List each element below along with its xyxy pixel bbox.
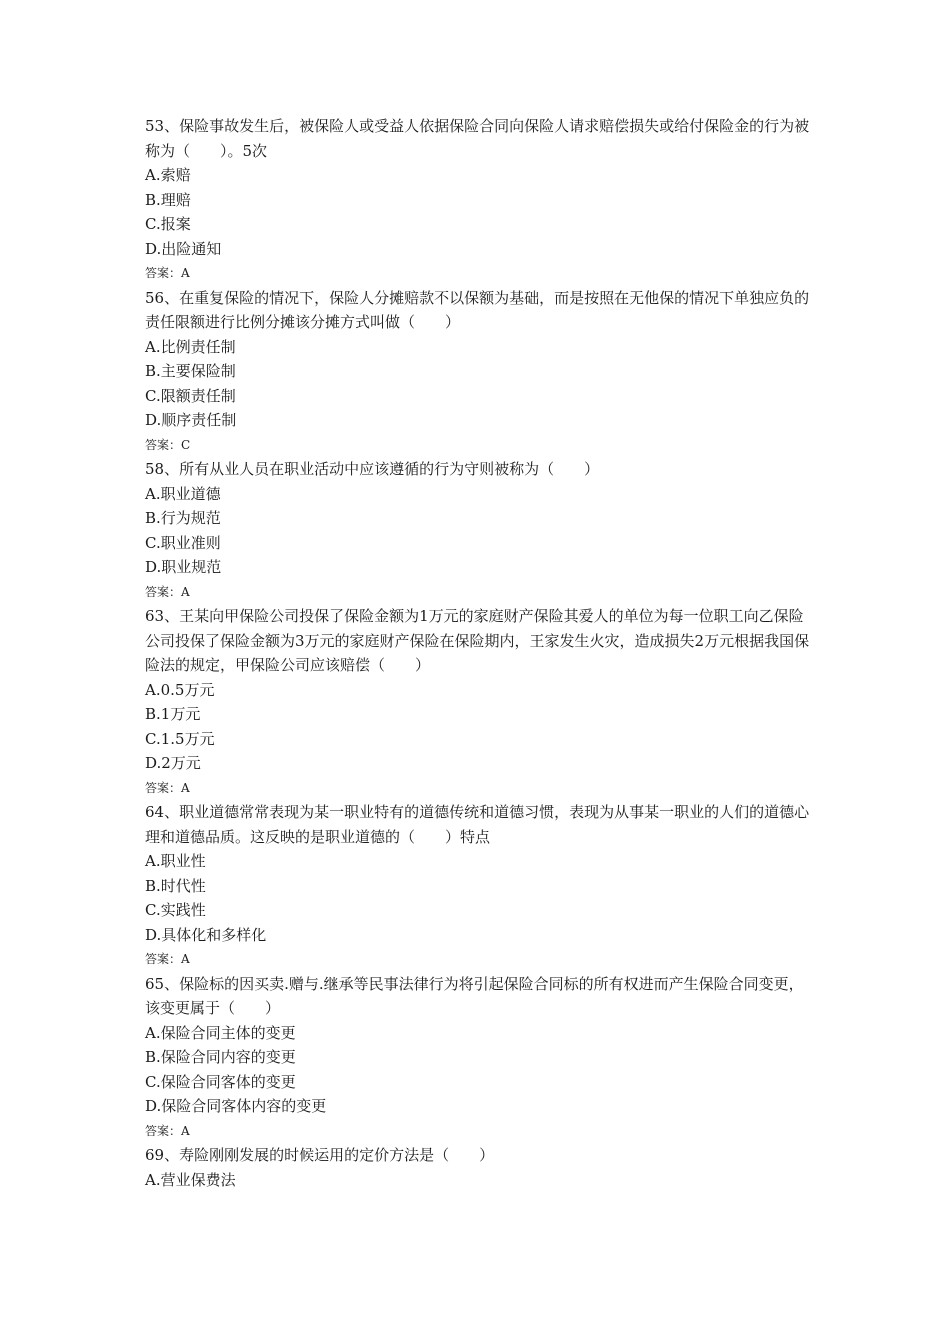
question-text: 63、王某向甲保险公司投保了保险金额为1万元的家庭财产保险其爱人的单位为每一位职工向乙保险公司投保了保险金额为3万元的家庭财产保险在保险期内，王家发生火灾，造成损失2万元根据我国保险法的规定，甲保险公司应该赔偿（ ） — [145, 607, 810, 674]
option-c: C.职业准则 — [145, 533, 221, 552]
option-d: D.具体化和多样化 — [145, 925, 267, 944]
option-b: B.保险合同内容的变更 — [145, 1048, 296, 1066]
option-b: B.行为规范 — [145, 509, 221, 527]
question-text: 65、保险标的因买卖.赠与.继承等民事法律行为将引起保险合同标的所有权进而产生保险合同变更，该变更属于（ ） — [145, 974, 804, 1017]
option-d: D.职业规范 — [145, 558, 222, 576]
answer-line: 答案：C — [145, 437, 191, 452]
option-c: C.1.5万元 — [145, 729, 215, 748]
option-b: B.主要保险制 — [145, 362, 236, 380]
question-text: 58、所有从业人员在职业活动中应该遵循的行为守则被称为（ ） — [145, 460, 600, 478]
option-a: A.营业保费法 — [145, 1170, 236, 1189]
option-c: C.保险合同客体的变更 — [145, 1072, 296, 1091]
question-65 — [145, 972, 810, 1144]
question-63 — [145, 604, 810, 800]
option-d: D.出险通知 — [145, 239, 222, 258]
option-d: D.顺序责任制 — [145, 411, 237, 429]
answer-line: 答案：A — [145, 584, 190, 599]
option-c: C.报案 — [145, 215, 191, 233]
question-text: 64、职业道德常常表现为某一职业特有的道德传统和道德习惯，表现为从事某一职业的人们的道德心理和道德品质。这反映的是职业道德的（ ）特点 — [145, 803, 810, 846]
option-b: B.1万元 — [145, 705, 201, 723]
answer-line: 答案：A — [145, 780, 190, 795]
option-a: A.保险合同主体的变更 — [145, 1023, 296, 1042]
option-a: A.0.5万元 — [145, 680, 215, 699]
option-b: B.理赔 — [145, 190, 191, 209]
option-a: A.职业性 — [145, 852, 206, 870]
question-53 — [145, 114, 810, 286]
option-c: C.实践性 — [145, 901, 206, 919]
answer-line: 答案：A — [145, 266, 190, 280]
question-69 — [145, 1143, 810, 1192]
answer-line: 答案：A — [145, 952, 190, 966]
question-56 — [145, 286, 810, 458]
question-58 — [145, 457, 810, 604]
option-a: A.职业道德 — [145, 484, 221, 503]
option-a: A.比例责任制 — [145, 337, 236, 356]
question-text: 53、保险事故发生后，被保险人或受益人依据保险合同向保险人请求赔偿损失或给付保险金的行为被称为（ ）。5次 — [145, 117, 810, 160]
option-a: A.索赔 — [145, 166, 191, 184]
option-c: C.限额责任制 — [145, 386, 236, 405]
answer-line: 答案：A — [145, 1123, 190, 1138]
question-text: 69、寿险刚刚发展的时候运用的定价方法是（ ） — [145, 1146, 495, 1164]
option-d: D.保险合同客体内容的变更 — [145, 1097, 327, 1115]
question-64 — [145, 800, 810, 972]
option-d: D.2万元 — [145, 754, 201, 772]
option-b: B.时代性 — [145, 876, 206, 895]
question-text: 56、在重复保险的情况下，保险人分摊赔款不以保额为基础，而是按照在无他保的情况下单独应负的责任限额进行比例分摊该分摊方式叫做（ ） — [145, 288, 810, 331]
